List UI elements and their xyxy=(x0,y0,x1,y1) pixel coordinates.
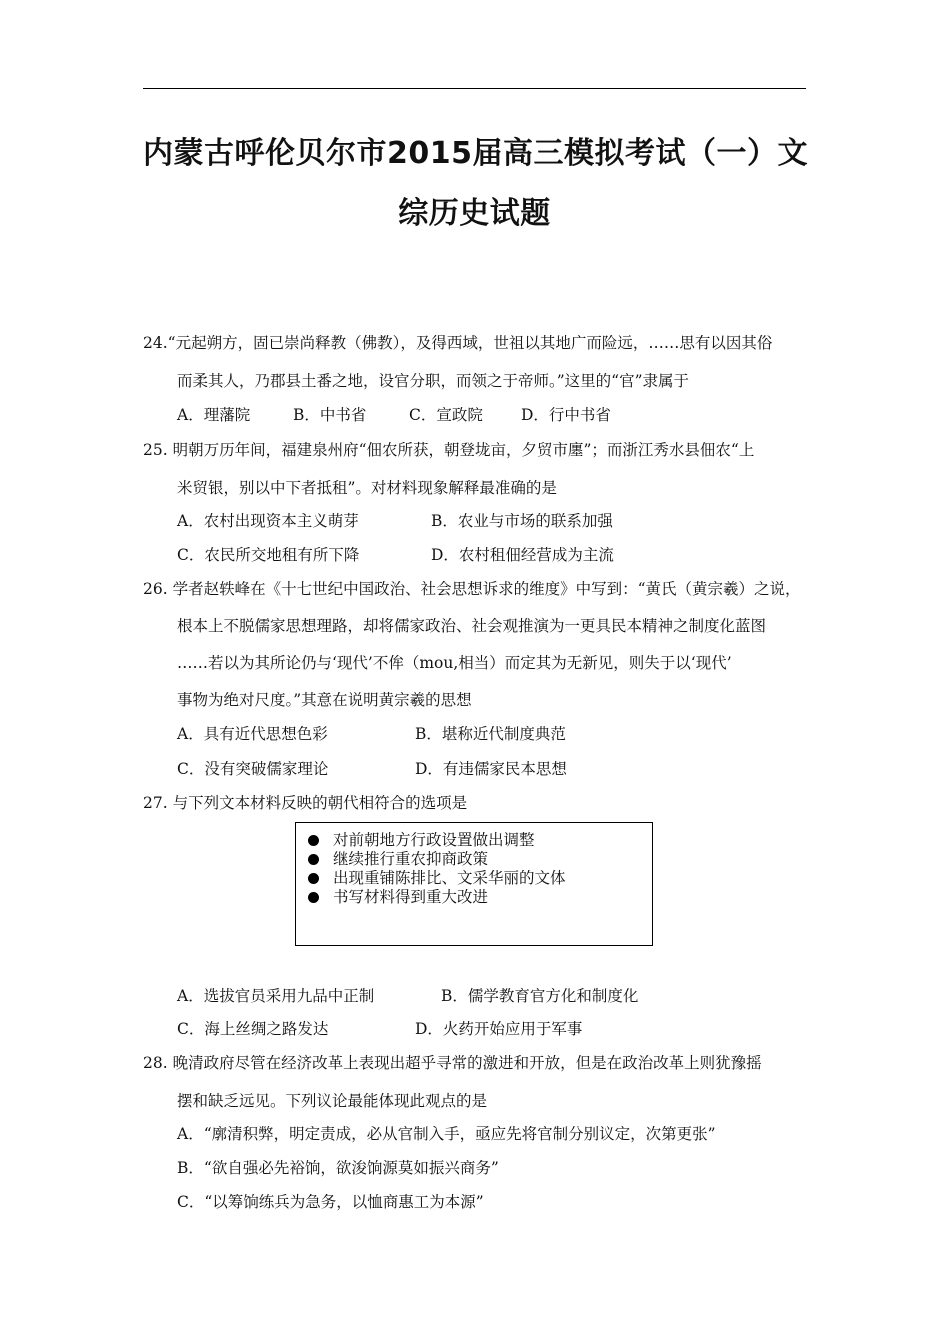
material-box xyxy=(295,822,653,946)
option-d: D．行中书省 xyxy=(521,406,611,424)
option-a: A．选拔官员采用九品中正制 xyxy=(177,987,375,1005)
material-item: 对前朝地方行政设置做出调整 xyxy=(308,828,535,850)
option-c: C．农民所交地租有所下降 xyxy=(177,546,360,564)
option-c: C．“以筹饷练兵为急务，以恤商惠工为本源” xyxy=(177,1193,484,1211)
material-item: 继续推行重农抑商政策 xyxy=(308,847,488,869)
question-line: 26. 学者赵轶峰在《十七世纪中国政治、社会思想诉求的维度》中写到：“黄氏（黄宗羲）之说， xyxy=(143,580,801,598)
question-line: 24.“元起朔方，固已崇尚释教（佛教），及得西域，世祖以其地广而险远，……思有以因其俗 xyxy=(143,334,773,352)
option-a: A．农村出现资本主义萌芽 xyxy=(177,512,359,530)
title-line-1: 内蒙古呼伦贝尔市2015届高三模拟考试（一）文 xyxy=(143,136,808,171)
header-rule xyxy=(143,88,806,89)
question-line: 28. 晚清政府尽管在经济改革上表现出超乎寻常的激进和开放，但是在政治改革上则犹豫摇 xyxy=(143,1054,762,1072)
bullet-icon xyxy=(308,873,319,884)
option-a: A．具有近代思想色彩 xyxy=(177,725,328,743)
option-d: D．火药开始应用于军事 xyxy=(415,1020,583,1038)
question-line: 摆和缺乏远见。下列议论最能体现此观点的是 xyxy=(177,1092,488,1110)
question-line: 事物为绝对尺度。”其意在说明黄宗羲的思想 xyxy=(177,691,472,709)
question-line: 而柔其人，乃郡县土番之地，设官分职，而领之于帝师。”这里的“官”隶属于 xyxy=(177,372,690,390)
option-b: B．堪称近代制度典范 xyxy=(415,725,566,743)
option-b: B．中书省 xyxy=(293,406,367,424)
option-d: D．农村租佃经营成为主流 xyxy=(431,546,614,564)
option-c: C．海上丝绸之路发达 xyxy=(177,1020,329,1038)
title-line-2: 综历史试题 xyxy=(398,196,551,231)
option-c: C．宣政院 xyxy=(409,406,483,424)
material-item: 书写材料得到重大改进 xyxy=(308,885,488,907)
question-line: ……若以为其所论仍与‘现代’不侔（mou,相当）而定其为无新见，则失于以‘现代’ xyxy=(177,654,732,672)
option-b: B．儒学教育官方化和制度化 xyxy=(441,987,639,1005)
option-c: C．没有突破儒家理论 xyxy=(177,760,329,778)
question-line: 根本上不脱儒家思想理路，却将儒家政治、社会观推演为一更具民本精神之制度化蓝图 xyxy=(177,617,767,635)
page-title xyxy=(143,124,806,244)
option-d: D．有违儒家民本思想 xyxy=(415,760,567,778)
material-item: 出现重铺陈排比、文采华丽的文体 xyxy=(308,866,566,888)
question-line: 米贸银，别以中下者抵租”。对材料现象解释最准确的是 xyxy=(177,479,557,497)
question-line: 27. 与下列文本材料反映的朝代相符合的选项是 xyxy=(143,794,468,812)
bullet-icon xyxy=(308,854,319,865)
option-b: B．“欲自强必先裕饷，欲浚饷源莫如振兴商务” xyxy=(177,1159,499,1177)
bullet-icon xyxy=(308,835,319,846)
option-a: A．理藩院 xyxy=(177,406,251,424)
question-line: 25. 明朝万历年间，福建泉州府“佃农所获，朝登垅亩，夕贸市廛”；而浙江秀水县佃农“上 xyxy=(143,441,755,459)
option-a: A．“廓清积弊，明定责成，必从官制入手，亟应先将官制分别议定，次第更张” xyxy=(177,1125,716,1143)
bullet-icon xyxy=(308,892,319,903)
option-b: B．农业与市场的联系加强 xyxy=(431,512,613,530)
